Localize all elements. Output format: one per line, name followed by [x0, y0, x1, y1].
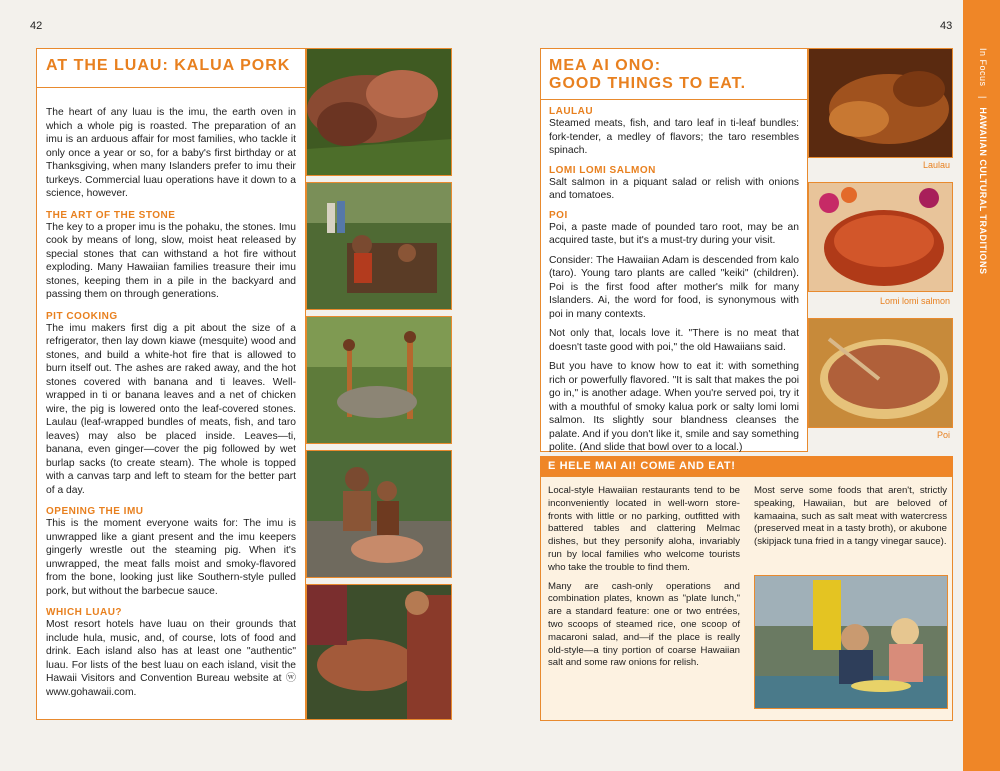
poi-photo — [808, 318, 953, 428]
which-luau-text: Most resort hotels have luau on their grounds that include hula, music, and, of course, lots of food and drink. Each island also has at least one "authentic" luau. For lists of the best luau on each island, visit the Hawaii Visitors and Convention Bureau website at ⓦ www.gohawaii.com. — [46, 619, 296, 698]
come-and-eat-column-1 — [548, 485, 740, 670]
opening-imu-heading: OPENING THE IMU — [46, 506, 144, 517]
lomi-salmon-photo — [808, 182, 953, 292]
sidebar-section: In Focus — [978, 48, 988, 87]
poi-text: Poi, a paste made of pounded taro root, may be an acquired taste, but it's a must-try during your visit. — [549, 221, 799, 246]
good-things-panel — [540, 48, 808, 452]
good-things-title-2: GOOD THINGS TO EAT. — [549, 75, 747, 92]
imu-intro: The heart of any luau is the imu, the earth oven in which a whole pig is roasted. The preparation of an imu is an arduous affair for most families, who tackle it only once a year or so, for a baby's first birthday or at Thanksgiving, when many Islanders prefer to imu their turkeys. Commercial luau operations have it down to a science, however. — [46, 107, 296, 199]
laulau-text: Steamed meats, fish, and taro leaf in ti-leaf bundles: fork-tender, a medley of flavors; the taro resembles spinach. — [549, 118, 799, 156]
come-and-eat-column-2 — [754, 485, 947, 549]
come-and-eat-band — [540, 456, 953, 476]
lomi-salmon-caption: Lomi lomi salmon — [879, 296, 950, 306]
diners-photo — [754, 575, 948, 709]
sidebar-separator: | — [978, 95, 988, 99]
art-of-stone-heading: THE ART OF THE STONE — [46, 209, 176, 221]
roast-pig-photo — [306, 48, 452, 176]
kalua-pork-title: AT THE LUAU: KALUA PORK — [46, 57, 291, 74]
poi-heading: POI — [549, 209, 568, 221]
pig-lowered-photo — [306, 316, 452, 444]
pit-cooking-heading: PIT COOKING — [46, 310, 118, 322]
opening-imu-photo — [306, 450, 452, 578]
poi-paragraph-2: Consider: The Hawaiian Adam is descended from kalo (taro). Young taro plants are called "keiki" (children). Poi is the first food after mother's milk for many Islanders. Ai, the word for food, is synonymous with poi in many contexts. — [549, 254, 799, 320]
poi-paragraph-4: But you have to know how to eat it: with something rich or powerfully flavored. "It is salt that makes the poi go in," is another adage. When you're served poi, try it with a mouthful of smoky kalua pork or salty lomi lomi salmon. Its slightly sour blandness cleanses the palate. And if you don't like it, smile and say something polite. (And slide that bowl over to a local.) — [549, 361, 799, 453]
laulau-photo — [808, 48, 953, 158]
poi-caption: Poi — [936, 430, 950, 440]
come-and-eat-title: E HELE MAI AI! COME AND EAT! — [548, 460, 736, 472]
opening-imu-text: This is the moment everyone waits for: The imu is unwrapped like a giant present and the imu keepers gingerly wrestle out the steaming pig. When it's unwrapped, the meat falls moist and smoky-flavored from the bone, looking just like Southern-style pulled pork, but without the barbecue sauce. — [46, 518, 296, 597]
laulau-caption: Laulau — [922, 160, 950, 170]
kalua-pork-panel — [36, 48, 306, 720]
good-things-title-1: MEA AI ONO: — [549, 57, 662, 74]
restaurants-paragraph-1: Local-style Hawaiian restaurants tend to be inconveniently located in well-worn store-fronts with little or no parking, outfitted with battered tables and clattering Melmac dishes, but they personify aloha, invariably run by local families who welcome tourists who take the trouble to find them. — [548, 485, 740, 573]
sidebar-label — [972, 48, 988, 308]
lomi-salmon-text: Salt salmon in a piquant salad or relish with onions and tomatoes. — [549, 176, 799, 201]
pit-cooking-text: The imu makers first dig a pit about the size of a refrigerator, then lay down kiawe (mesquite) wood and stones, and build a white-hot fire that is allowed to burn itself out. The ashes are raked away, and the hot stones covered with banana and ti leaves. Well-wrapped in ti or banana leaves and a net of chicken wire, the pig is lowered onto the leaf-covered stones. Laulau (leaf-wrapped bundles of meats, fish, and taro leaves) may also be placed inside. Leaves—ti, banana, even ginger—cover the pig followed by wet burlap sacks (to create steam). The whole is topped with a canvas tarp and left to steam for the better part of a day. — [46, 322, 296, 496]
carving-pig-photo — [306, 584, 452, 720]
sidebar-topic: HAWAIIAN CULTURAL TRADITIONS — [978, 107, 988, 275]
which-luau-heading: WHICH LUAU? — [46, 607, 123, 618]
art-of-stone-text: The key to a proper imu is the pohaku, the stones. Imu cook by means of long, slow, moist heat released by special stones that can withstand a hot fire without exploding. Many Hawaiian families treasure their imu stones, keeping them in a pile in the backyard and passing them on through generations. — [46, 221, 296, 300]
page-number-left: 42 — [30, 20, 43, 32]
restaurants-paragraph-3: Most serve some foods that aren't, strictly speaking, Hawaiian, but are beloved of kamaaina, such as salt meat with watercress (preserved meat in a tasty broth), or akubone (skipjack tuna fried in a tangy vinegar sauce). — [754, 485, 947, 548]
lomi-salmon-heading: LOMI LOMI SALMON — [549, 164, 656, 176]
laulau-heading: LAULAU — [549, 106, 594, 117]
restaurants-paragraph-2: Many are cash-only operations and combination plates, known as "plate lunch," are a standard feature: one or two entrées, two scoops of steamed rice, one scoop of macaroni salad, and—if the place is really old-style—a tiny portion of coarse Hawaiian salt and some raw onions for relish. — [548, 580, 740, 669]
poi-paragraph-3: Not only that, locals love it. "There is no meat that doesn't taste good with poi," the old Hawaiians said. — [549, 328, 799, 353]
come-and-eat-box — [540, 476, 953, 721]
page-number-right: 43 — [940, 20, 953, 32]
imu-pit-crowd-photo — [306, 182, 452, 310]
